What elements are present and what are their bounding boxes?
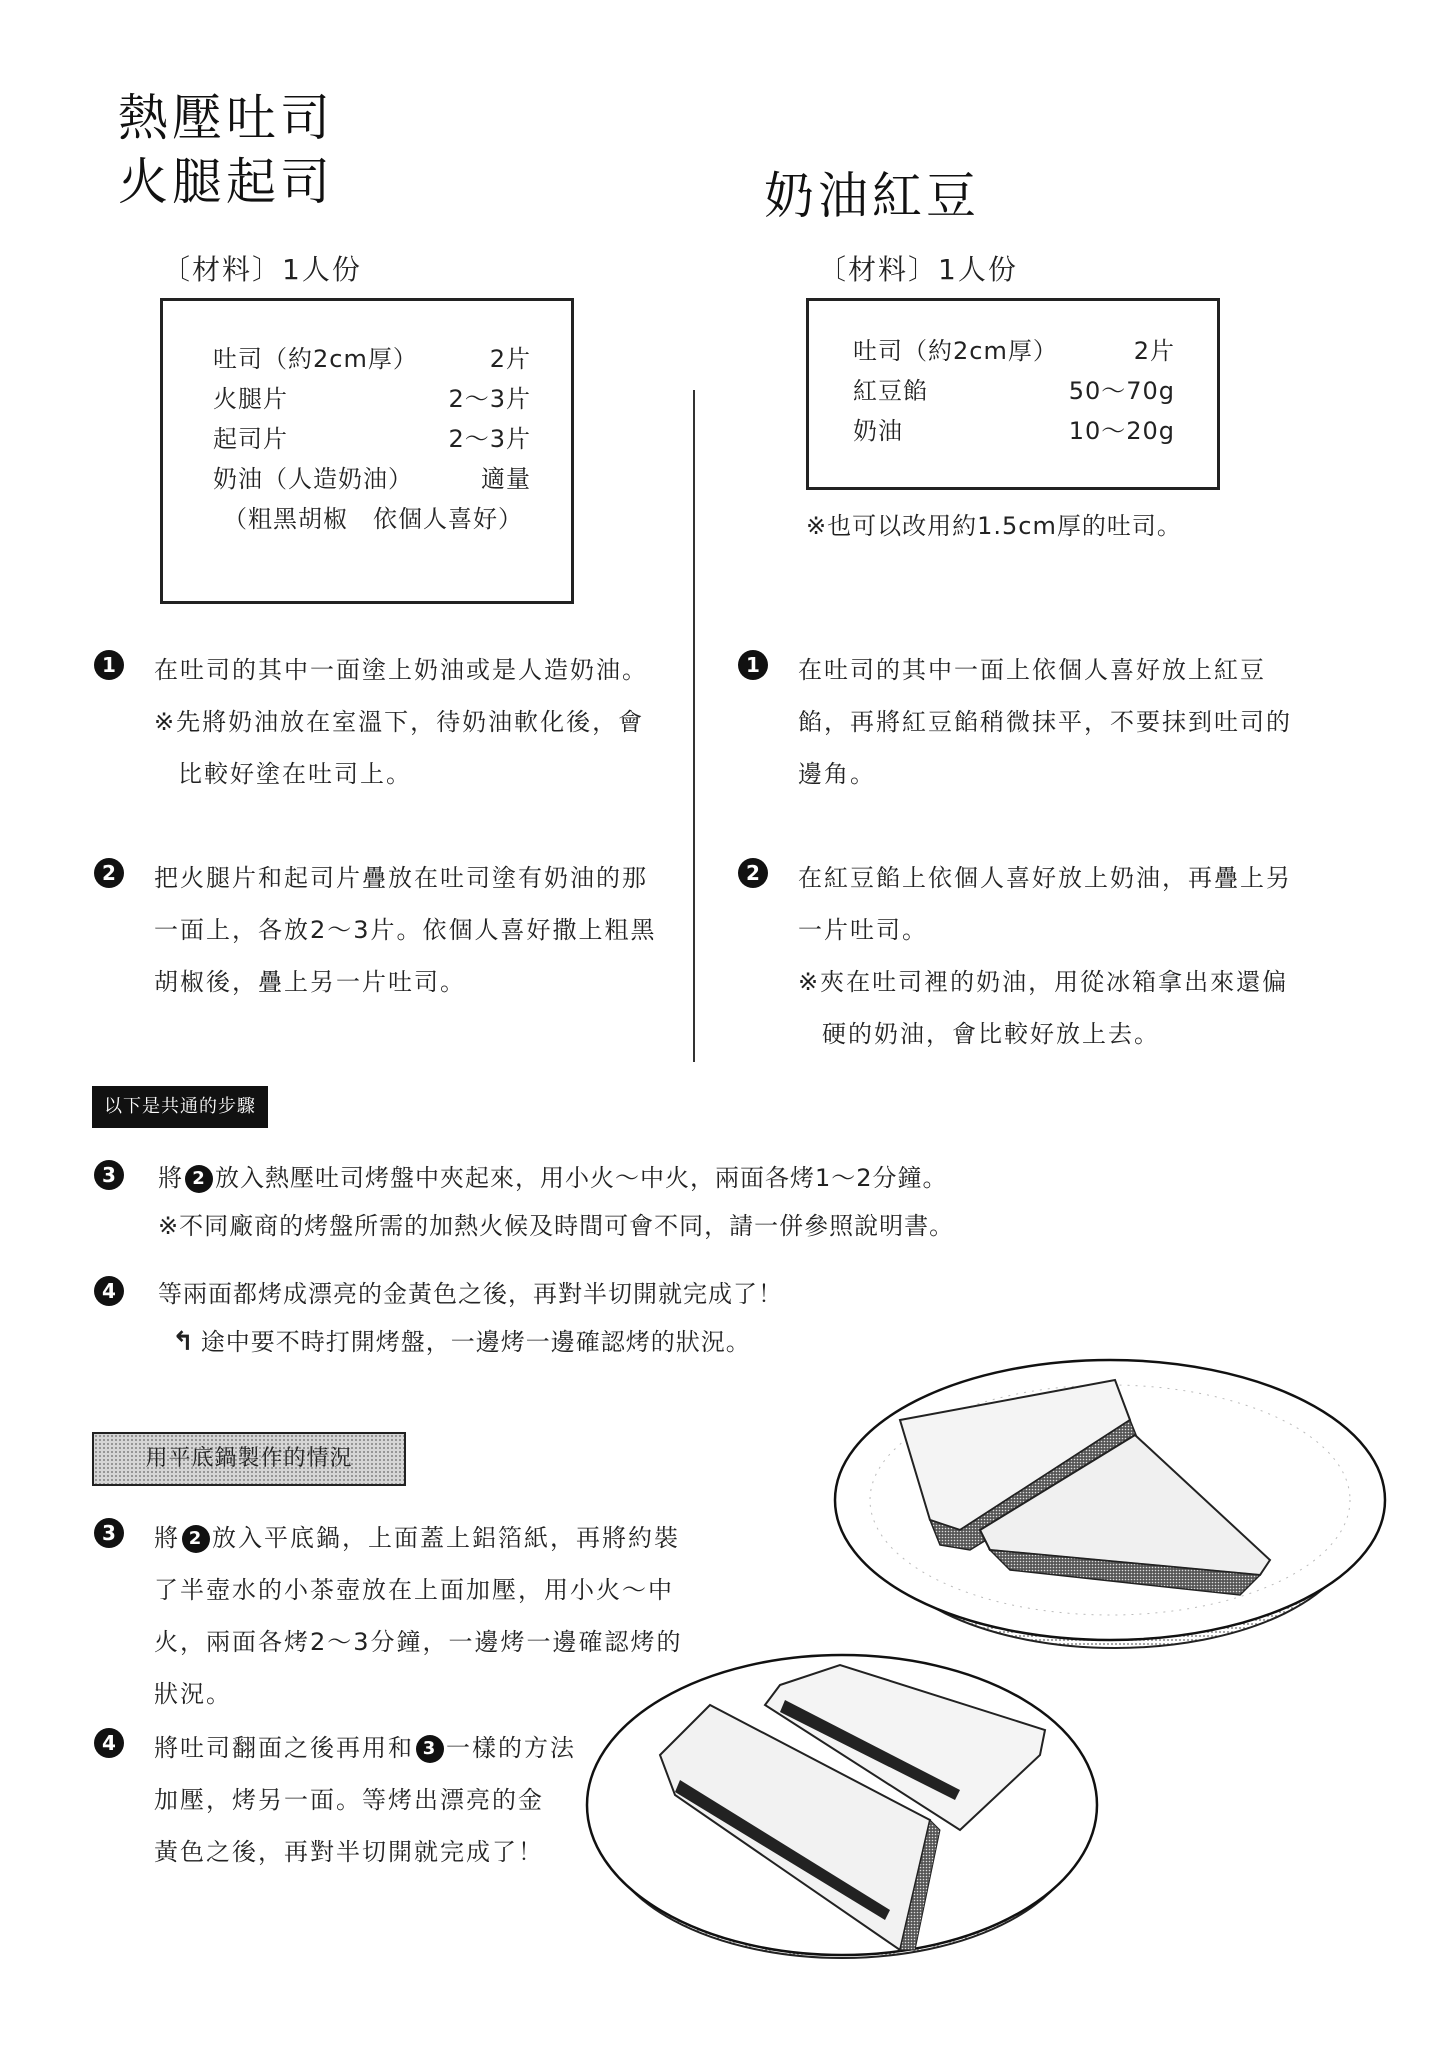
step-number-badge: 3	[94, 1518, 124, 1548]
step-text: 在紅豆餡上依個人喜好放上奶油，再疊上另 一片吐司。 ※夾在吐司裡的奶油，用從冰箱拿出來還偏 硬的奶油，會比較好放上去。	[798, 852, 1292, 1060]
left-recipe-title	[118, 86, 334, 214]
step-text: 在吐司的其中一面上依個人喜好放上紅豆 餡，再將紅豆餡稍微抹平，不要抹到吐司的 邊角。	[798, 656, 1292, 788]
step-reference-badge: 3	[416, 1735, 444, 1763]
column-divider	[693, 390, 695, 1062]
pan-step-4	[94, 1722, 654, 1878]
step-note: ※夾在吐司裡的奶油，用從冰箱拿出來還偏	[798, 968, 1289, 996]
ingredient-row: 奶油 10～20g	[853, 417, 1175, 445]
ingredient-optional-note: （粗黑胡椒 依個人喜好）	[223, 505, 523, 533]
step-text: 把火腿片和起司片疊放在吐司塗有奶油的那 一面上，各放2～3片。依個人喜好撒上粗黑 胡椒後，疊上另一片吐司。	[154, 864, 657, 996]
step-number-badge: 2	[94, 858, 124, 888]
step-number-badge: 4	[94, 1728, 124, 1758]
step-text: 將吐司翻面之後再用和 3 一樣的方法 加壓，烤另一面。等烤出漂亮的金 黃色之後，再對半切開就完成了！	[154, 1734, 576, 1866]
left-step-1	[94, 644, 684, 800]
frying-pan-banner: 用平底鍋製作的情況	[92, 1432, 406, 1486]
ingredient-row: 火腿片 2～3片	[213, 385, 531, 413]
step-reference-badge: 2	[185, 1165, 213, 1193]
left-step-2	[94, 852, 684, 1008]
left-title-line1: 熱壓吐司	[118, 89, 334, 147]
left-ingredients-box	[160, 298, 574, 604]
ingredient-row: 奶油（人造奶油） 適量	[213, 465, 531, 493]
right-step-1	[738, 644, 1358, 800]
step-note: 比較好塗在吐司上。	[178, 760, 412, 788]
step-number-badge: 3	[94, 1160, 124, 1190]
right-servings-label: 〔材料〕1人份	[818, 253, 1018, 286]
step-note: 途中要不時打開烤盤，一邊烤一邊確認烤的狀況。	[200, 1328, 751, 1356]
left-title-line2: 火腿起司	[118, 153, 334, 211]
right-box-note: ※也可以改用約1.5cm厚的吐司。	[806, 512, 1182, 540]
ingredient-row: 紅豆餡 50～70g	[853, 377, 1175, 405]
step-number-badge: 2	[738, 858, 768, 888]
step-text: 在吐司的其中一面塗上奶油或是人造奶油。 ※先將奶油放在室溫下，待奶油軟化後，會 比較好塗在吐司上。	[154, 644, 648, 800]
step-number-badge: 1	[738, 650, 768, 680]
return-arrow-icon: ↰	[172, 1327, 195, 1357]
step-text: 將 2 放入平底鍋，上面蓋上鋁箔紙，再將約裝 了半壺水的小茶壺放在上面加壓，用小火～中 火，兩面各烤2～3分鐘，一邊烤一邊確認烤的 狀況。	[154, 1524, 683, 1708]
step-reference-badge: 2	[182, 1525, 210, 1553]
common-steps-banner: 以下是共通的步驟	[92, 1086, 268, 1128]
step-number-badge: 4	[94, 1276, 124, 1306]
ingredient-row: 起司片 2～3片	[213, 425, 531, 453]
common-step-3	[94, 1154, 1194, 1250]
right-step-2	[738, 852, 1358, 1060]
left-servings-label: 〔材料〕1人份	[162, 253, 362, 286]
step-text: 等兩面都烤成漂亮的金黃色之後，再對半切開就完成了！ ↰ 途中要不時打開烤盤，一邊烤一邊確認烤的狀況。	[158, 1280, 783, 1357]
right-recipe-title: 奶油紅豆	[764, 167, 980, 225]
ingredient-row: 吐司（約2cm厚） 2片	[213, 345, 531, 373]
step-note: 硬的奶油，會比較好放上去。	[822, 1020, 1160, 1048]
right-ingredients-box	[806, 298, 1220, 490]
step-note: ※先將奶油放在室溫下，待奶油軟化後，會	[154, 708, 645, 736]
step-number-badge: 1	[94, 650, 124, 680]
step-text: 將 2 放入熱壓吐司烤盤中夾起來，用小火～中火，兩面各烤1～2分鐘。 ※不同廠商的烤盤所需的加熱火候及時間可會不同，請一併參照說明書。	[158, 1154, 954, 1250]
red-bean-sandwich-illustration	[580, 1620, 1100, 2010]
ingredient-row: 吐司（約2cm厚） 2片	[853, 337, 1175, 365]
step-note: ※不同廠商的烤盤所需的加熱火候及時間可會不同，請一併參照說明書。	[158, 1212, 955, 1240]
